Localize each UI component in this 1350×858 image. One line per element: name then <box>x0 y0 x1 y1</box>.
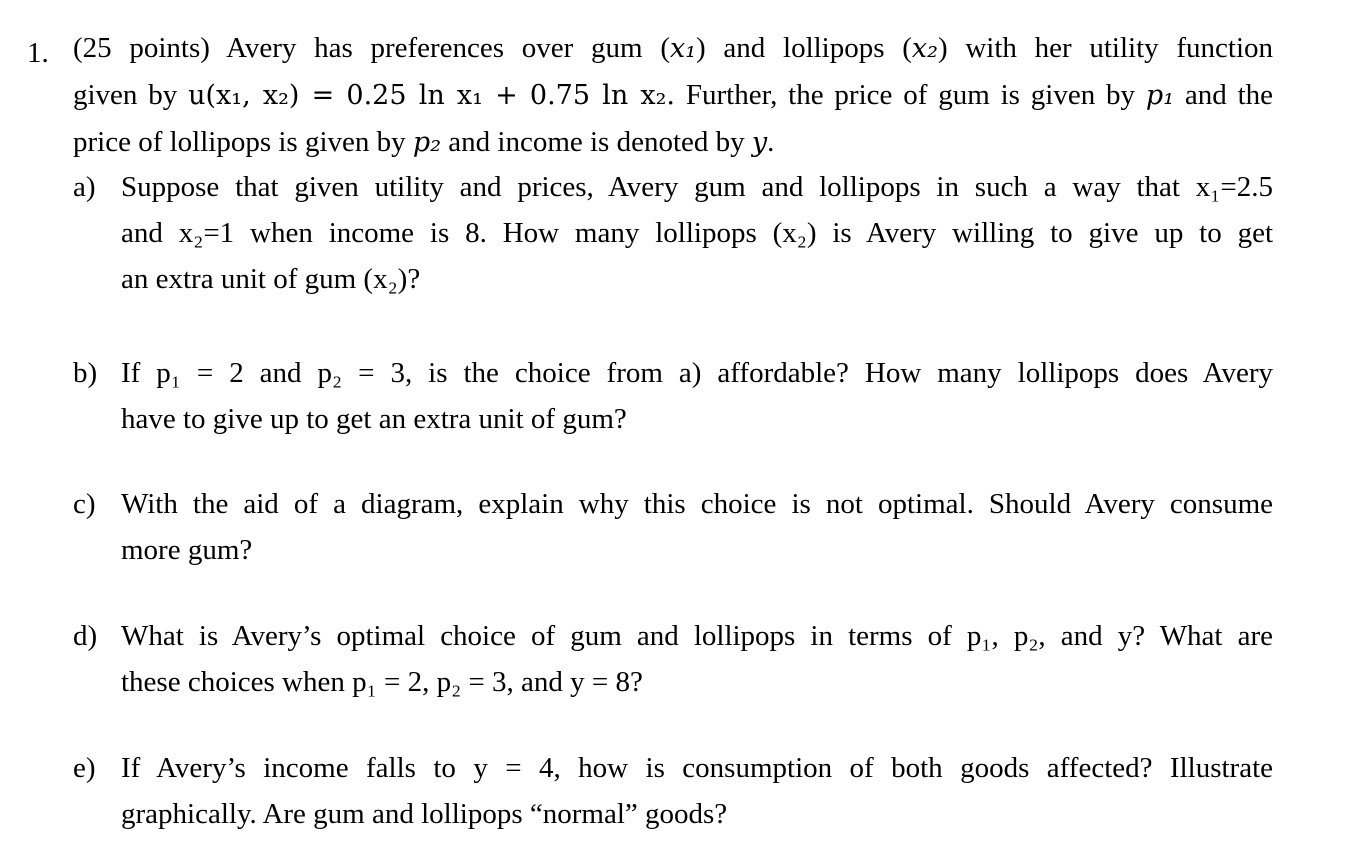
part-e <box>73 745 1273 837</box>
part-line: and x₂=1 when income is 8. How many lollipops (x₂) is Avery willing to give up to get <box>121 217 1273 249</box>
part-line: graphically. Are gum and lollipops “normal” goods? <box>121 798 728 830</box>
problem-number: 1. <box>27 37 49 69</box>
part-line: If p₁ = 2 and p₂ = 3, is the choice from a) affordable? How many lollipops does Avery <box>121 357 1273 389</box>
utility-function: u(x₁, x₂) = 0.25 ln x₁ + 0.75 ln x₂. <box>188 80 676 111</box>
part-line: What is Avery’s optimal choice of gum and lollipops in terms of p₁, p₂, and y? What are <box>121 620 1273 652</box>
stem-line-3: price of lollipops is given by p₂ and income is denoted by y. <box>73 126 775 158</box>
part-line: more gum? <box>121 534 253 566</box>
part-label: e) <box>73 752 96 784</box>
part-line: Suppose that given utility and prices, Avery gum and lollipops in such a way that x₁=2.5 <box>121 171 1273 203</box>
part-c <box>73 481 1273 573</box>
part-line: If Avery’s income falls to y = 4, how is consumption of both goods affected? Illustrate <box>121 752 1273 784</box>
part-line: these choices when p₁ = 2, p₂ = 3, and y = 8? <box>121 666 643 698</box>
part-line: an extra unit of gum (x₂)? <box>121 263 421 295</box>
part-d <box>73 613 1273 705</box>
part-label: c) <box>73 488 96 520</box>
stem-line-2: given by u(x₁, x₂) = 0.25 ln x₁ + 0.75 ln x₂. Further, the price of gum is given by p₁ and the <box>73 79 1273 111</box>
part-b <box>73 350 1273 442</box>
part-a <box>73 164 1273 302</box>
part-label: d) <box>73 620 98 652</box>
stem-line-1: (25 points) Avery has preferences over gum (x₁) and lollipops (x₂) with her utility function <box>73 32 1274 64</box>
problem-stem <box>73 25 1273 166</box>
part-line: have to give up to get an extra unit of gum? <box>121 403 627 435</box>
part-label: b) <box>73 357 98 389</box>
points-label: (25 points) <box>73 32 210 64</box>
part-line: With the aid of a diagram, explain why this choice is not optimal. Should Avery consume <box>121 488 1273 520</box>
part-label: a) <box>73 171 96 203</box>
